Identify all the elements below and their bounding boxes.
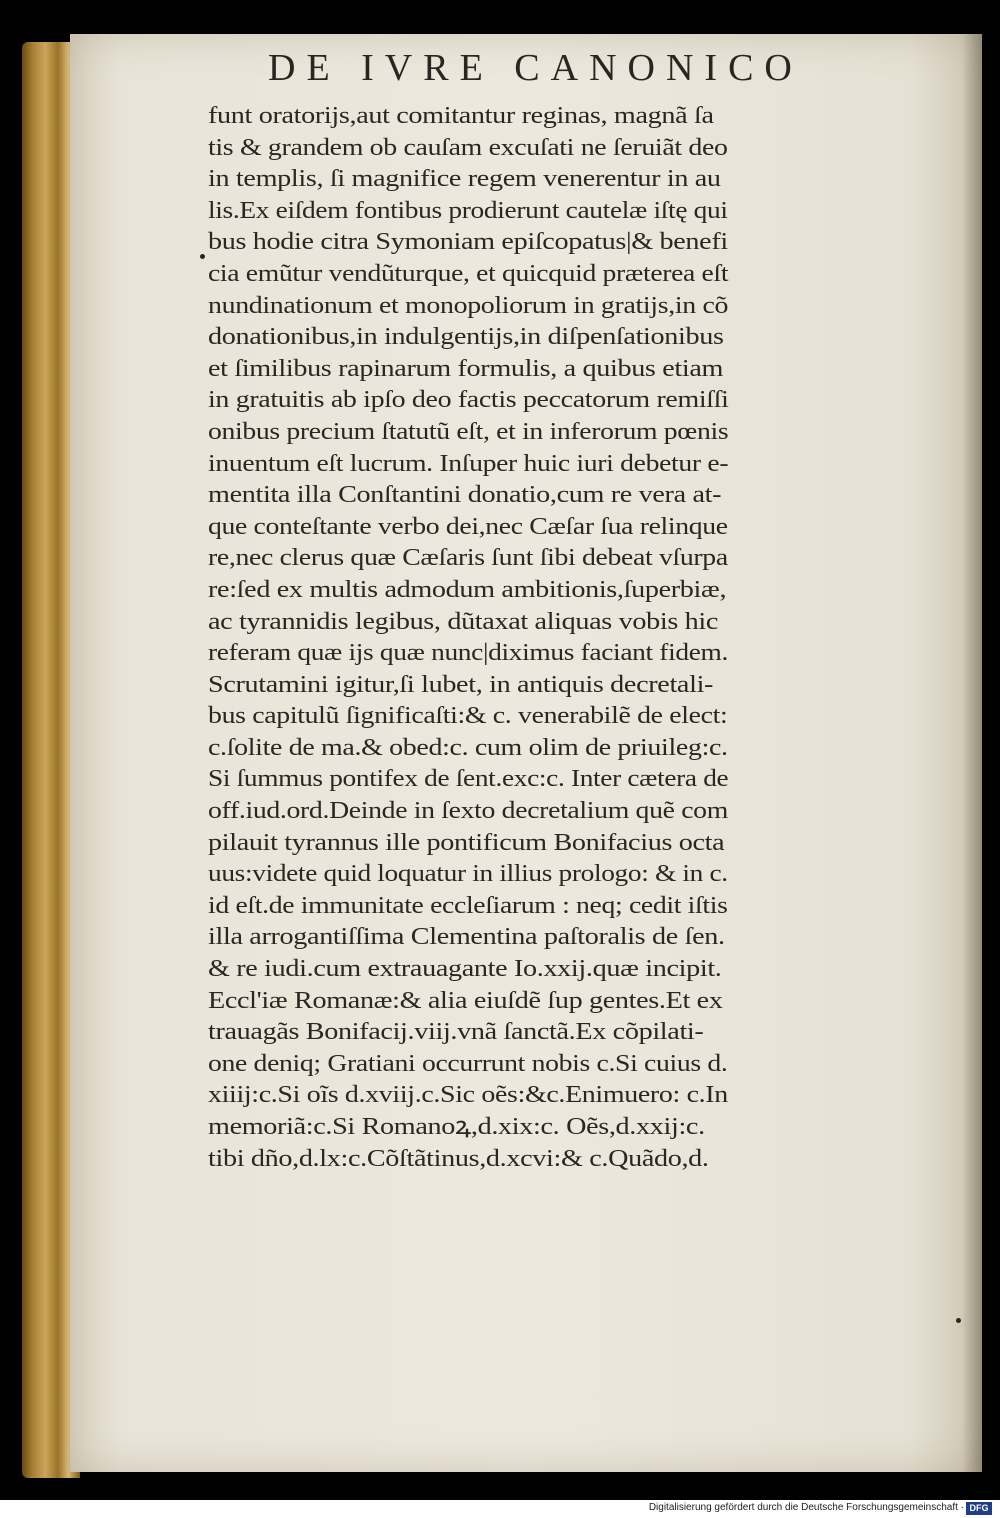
text-line: onibus precium ſtatutũ eſt, et in inferorum pœnis	[208, 417, 729, 445]
text-line: Scrutamini igitur,ſi lubet, in antiquis decretali-	[208, 670, 714, 698]
text-line: pilauit tyrannus ille pontificum Bonifacius octa	[208, 828, 725, 856]
text-line: Eccl'iæ Romanæ:& alia eiuſdẽ ſup gentes.Et ex	[208, 986, 723, 1014]
text-block	[208, 100, 728, 1174]
text-line: bus capitulũ ſignificaſti:& c. venerabilẽ de elect:	[208, 702, 728, 730]
text-line: id eſt.de immunitate eccleſiarum : neq; cedit iſtis	[208, 891, 728, 919]
text-line: ac tyrannidis legibus, dũtaxat aliquas vobis hic	[208, 607, 719, 635]
text-line: cia emũtur vendũturque, et quicquid præterea eſt	[208, 259, 729, 287]
text-line: & re iudi.cum extrauagante Io.xxij.quæ incipit.	[208, 955, 722, 983]
text-line: et ſimilibus rapinarum formulis, a quibus etiam	[208, 354, 724, 382]
text-line: trauagãs Bonifacij.viij.vnã ſanctã.Ex cõpilati-	[208, 1018, 704, 1046]
text-line: nundinationum et monopoliorum in gratijs,in cõ	[208, 291, 729, 319]
text-line: re,nec clerus quæ Cæſaris ſunt ſibi debeat vſurpa	[208, 544, 728, 572]
text-line: uus:videte quid loquatur in illius prologo: & in c.	[208, 860, 728, 888]
ink-speck	[956, 1318, 961, 1323]
text-line: referam quæ ijs quæ nunc|diximus faciant fidem.	[208, 639, 729, 667]
text-line: tis & grandem ob cauſam excuſati ne ſeruiãt deo	[208, 133, 728, 161]
text-line: one deniq; Gratiani occurrunt nobis c.Si cuius d.	[208, 1049, 728, 1077]
text-line: illa arrogantiſſima Clementina paſtoralis de ſen.	[208, 923, 725, 951]
text-line: memoriã:c.Si Romanoꝝ,d.xix:c. Oẽs,d.xxij:c.	[208, 1113, 705, 1140]
funding-credit: Digitalisierung gefördert durch die Deutsche Forschungsgemeinschaft ·	[648, 1502, 964, 1513]
text-line: in templis, ſi magnifice regem venerentur in au	[208, 165, 721, 193]
dfg-logo: DFG	[966, 1502, 992, 1515]
text-line: funt oratorijs,aut comitantur reginas, magnã ſa	[208, 102, 714, 129]
text-line: mentita illa Conſtantini donatio,cum re vera at-	[208, 481, 722, 509]
text-line: re:ſed ex multis admodum ambitionis,ſuperbiæ,	[208, 575, 727, 603]
text-line: Si ſummus pontifex de ſent.exc:c. Inter cætera de	[208, 765, 729, 793]
running-head: DE IVRE CANONICO	[268, 47, 803, 89]
gutter-shadow	[962, 34, 982, 1472]
text-line: off.iud.ord.Deinde in ſexto decretalium quẽ com	[208, 797, 728, 825]
text-line: lis.Ex eiſdem fontibus prodierunt cautelæ iſtę qui	[208, 196, 728, 224]
text-line: in gratuitis ab ipſo deo factis peccatorum remiſſi	[208, 386, 729, 414]
ink-speck	[200, 254, 205, 259]
text-line: que conteſtante verbo dei,nec Cæſar ſua relinque	[208, 512, 728, 540]
text-line: donationibus,in indulgentijs,in diſpenſationibus	[208, 323, 724, 351]
text-line: tibi dño,d.lx:c.Cõſtãtinus,d.xcvi:& c.Quãdo,d.	[208, 1144, 709, 1172]
text-line: xiiij:c.Si oĩs d.xviij.c.Sic oẽs:&c.Enimuero: c.In	[208, 1081, 728, 1109]
text-line: bus hodie citra Symoniam epiſcopatus|& benefi	[208, 228, 728, 256]
text-line: c.ſolite de ma.& obed:c. cum olim de priuileg:c.	[208, 733, 728, 761]
text-line: inuentum eſt lucrum. Inſuper huic iuri debetur e-	[208, 449, 729, 477]
